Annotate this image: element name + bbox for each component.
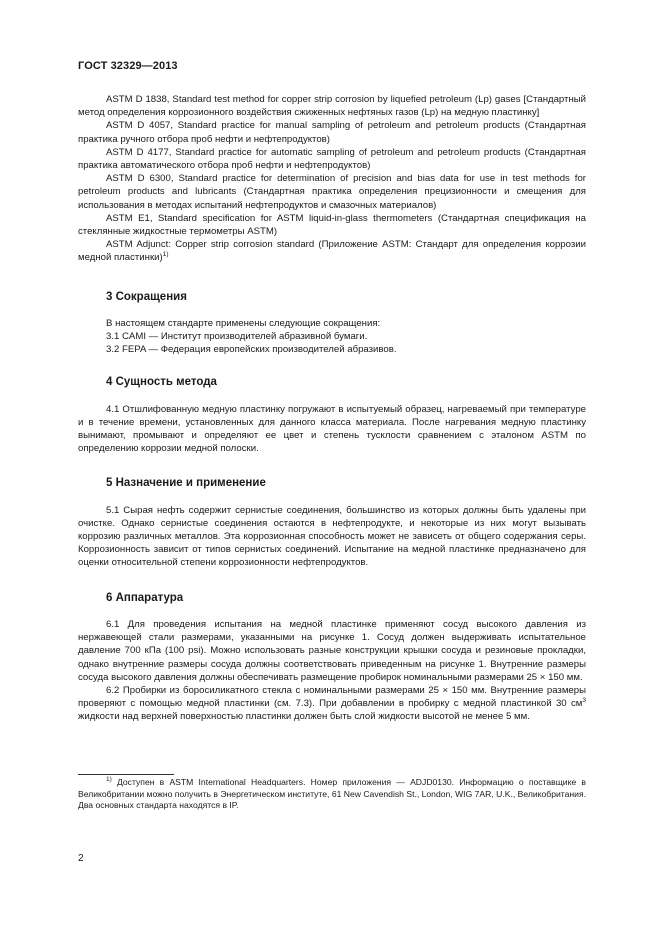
section-purpose xyxy=(78,477,586,569)
reference-item: ASTM E1, Standard specification for ASTM liquid-in-glass thermometers (Стандартная спецификация на стеклянные жидкостные термометры ASTM) xyxy=(78,212,586,238)
paragraph-text: жидкости над верхней поверхностью пластинки должен быть слой жидкости высотой не менее 5 мм. xyxy=(78,711,530,723)
footnote-text: Доступен в ASTM International Headquarters. Номер приложения — ADJD0130. Информацию о поставщике в Великобритании можно получить в Энергетическом институте, 61 New Cavendish St., London, WIG 7AR, U.K., Великобритания. Два основных стандарта находятся в IP. xyxy=(78,777,587,811)
footnote-marker: 1) xyxy=(106,776,112,784)
section-abbreviations xyxy=(78,291,586,357)
section-method-essence xyxy=(78,376,586,455)
superscript: 3 xyxy=(582,696,586,704)
footnote-area xyxy=(78,777,586,812)
section-paragraph xyxy=(78,684,586,724)
section-paragraph: 6.1 Для проведения испытания на медной пластинке применяют сосуд высокого давления из нержавеющей стали размерами, указанными на рисунке 1. Сосуд должен выдерживать испытательное давление 700 кПа (100 psi). Можно использовать разные конструкции крышки сосуда и резиновые прокладки, однако внутренние размеры сосуда должны соответствовать приведенным на рисунке 1. Внутренние размеры сосуда высокого давления должны обеспечивать размещение пробирок номинальными размерами 25 × 150 мм. xyxy=(78,618,586,683)
reference-item xyxy=(78,238,586,264)
reference-item: ASTM D 4177, Standard practice for automatic sampling of petroleum and petroleum products (Стандартная практика автоматического отбора проб нефти и нефтепродуктов) xyxy=(78,146,586,172)
reference-text: ASTM Adjunct: Copper strip corrosion standard (Приложение ASTM: Стандарт для определения коррозии медной пластинки) xyxy=(78,239,586,264)
section-title: 5 Назначение и применение xyxy=(106,477,266,490)
footnote-divider xyxy=(78,774,174,775)
page-body xyxy=(78,93,586,724)
section-paragraph: 4.1 Отшлифованную медную пластинку погружают в испытуемый образец, нагреваемый при температуре и в течение времени, установленных для данного класса материала. После нагревания медную пластинку вынимают, промывают и определяют ее цвет и степень тусклости сравнением с эталоном ASTM по определению коррозии медной полоски. xyxy=(78,403,586,455)
abbreviation-item: 3.1 CAMI — Институт производителей абразивной бумаги. xyxy=(106,331,368,343)
reference-item: ASTM D 4057, Standard practice for manual sampling of petroleum and petroleum products (Стандартная практика ручного отбора проб нефти и нефтепродуктов) xyxy=(78,120,586,145)
section-paragraph: 5.1 Сырая нефть содержит сернистые соединения, большинство из которых должны быть удалены при очистке. Однако сернистые соединения остаются в нефтепродукте, и некоторые из них могут вызывать коррозию различных металлов. Эта коррозионная способность может не зависеть от общего содержания серы. Коррозионность зависит от типов сернистых соединений. Испытание на медной пластинке предназначено для оценки относительной степени коррозионности нефтепродуктов. xyxy=(78,504,586,569)
document-header: ГОСТ 32329—2013 xyxy=(78,60,178,72)
section-paragraph: В настоящем стандарте применены следующие сокращения: xyxy=(106,317,381,329)
reference-item: ASTM D 6300, Standard practice for determination of precision and bias data for use in test methods for petroleum products and lubricants (Стандартная практика определения прецизионности и смещения для использования в методах испытаний нефтепродуктов и смазочных материалов) xyxy=(78,173,586,211)
section-title: 3 Сокращения xyxy=(106,290,187,303)
section-title: 4 Сущность метода xyxy=(106,376,217,389)
section-title: 6 Аппаратура xyxy=(106,591,184,604)
reference-list xyxy=(78,93,586,265)
footnote xyxy=(78,777,586,812)
section-apparatus xyxy=(78,592,586,724)
abbreviation-item: 3.2 FEPA — Федерация европейских производителей абразивов. xyxy=(106,344,397,356)
reference-item: ASTM D 1838, Standard test method for copper strip corrosion by liquefied petroleum (Lp) gases [Стандартный метод определения коррозионного воздействия сжиженных нефтяных газов (Lp) на медную пластинку] xyxy=(78,94,586,119)
page-number: 2 xyxy=(78,853,84,864)
footnote-marker: 1) xyxy=(162,251,169,259)
paragraph-text: 6.2 Пробирки из боросиликатного стекла с номинальными размерами 25 × 150 мм. Внутренние размеры проверяют с помощью медной пластинки (см. 7.3). При добавлении в пробирку с медной пластинкой 30 см xyxy=(78,684,586,710)
